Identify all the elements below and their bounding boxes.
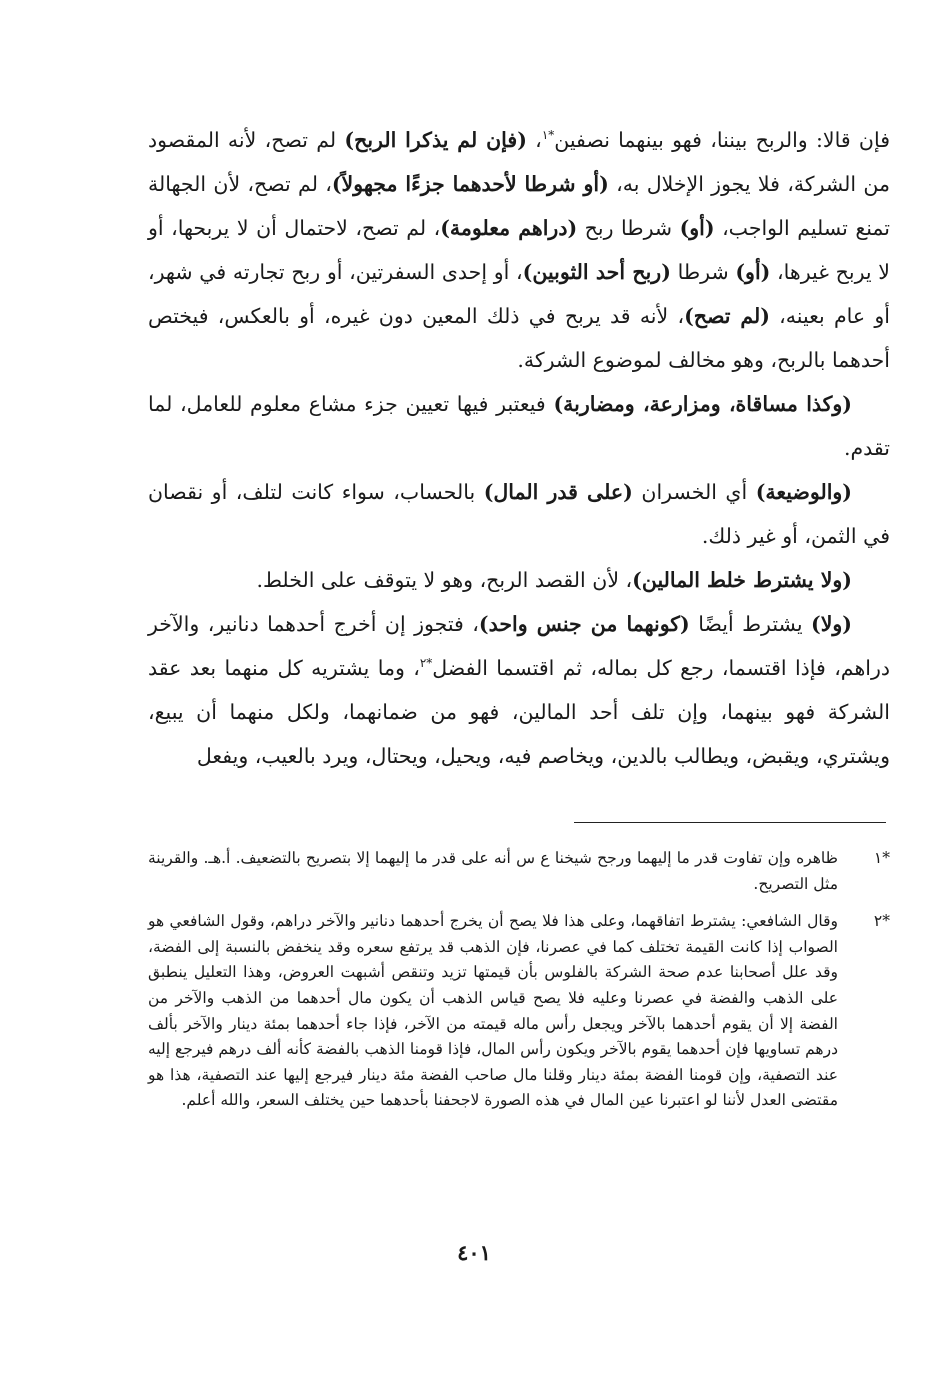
bold-matn: (أو) <box>735 260 771 284</box>
bold-matn: (فإن لم يذكرا الربح) <box>344 128 527 152</box>
footnote-separator <box>574 822 886 823</box>
bold-matn: (ولا يشترط خلط المالين) <box>632 568 852 592</box>
page-body <box>148 118 890 778</box>
footnote-1-text: ظاهره وإن تفاوت قدر ما إليهما ورجح شيخنا ع س أنه على قدر ما إليهما إلا بتصريح بالتضعيف. أ.هـ. والقرينة مثل التصريح. <box>148 849 838 893</box>
text-span: ، لم تصح، لأن الجهالة تمنع تسليم الواجب، <box>148 172 890 240</box>
bold-matn: (أو شرطا لأحدهما جزءًا مجهولاً) <box>331 172 609 196</box>
text-span: شرطا ربح <box>577 216 680 240</box>
text-span: ، لم تصح، لاحتمال أن لا يربحها، أو لا يربح غيرها، <box>148 216 890 284</box>
text-span: شرطا <box>670 260 736 284</box>
main-text <box>148 118 890 778</box>
bold-matn: (أو) <box>679 216 715 240</box>
text-span: لم تصح، لأنه المقصود من الشركة، فلا يجوز الإخلال به، <box>148 128 890 196</box>
paragraph-4 <box>148 558 890 602</box>
bold-matn: (كونهما من جنس واحد) <box>478 612 690 636</box>
footnote-marker-1: *١ <box>541 128 555 142</box>
page-number: ٤٠١ <box>457 1240 491 1265</box>
footnote-1 <box>148 846 890 897</box>
text-span: فيعتبر فيها تعيين جزء مشاع معلوم للعامل، لما تقدم. <box>148 392 890 460</box>
paragraph-1 <box>148 118 890 382</box>
text-span: ، أو إحدى السفرتين، أو ربح تجارته في شهر، أو عام بعينه، <box>148 260 890 328</box>
footnote-1-marker: *١ <box>873 849 890 867</box>
bold-matn: (دراهم معلومة) <box>440 216 578 240</box>
text-span: ، وما يشتريه كل منهما بعد عقد الشركة فهو بينهما، وإن تلف أحد المالين، فهو من ضمانهما، ولكل منهما أن يبيع، ويشتري، ويقبض، ويطالب بالدين، ويخاصم فيه، ويحيل، ويحتال، ويرد بالعيب، ويفعل <box>148 656 890 768</box>
footnote-2-text: وقال الشافعي: يشترط اتفاقهما، وعلى هذا فلا يصح أن يخرج أحدهما دنانير والآخر دراهم، وقول الشافعي هو الصواب إذا كانت القيمة تختلف كما في عصرنا، فإن الذهب قد يرتفع سعره وقد ينخفض بالنسبة إلى الفضة، وقد علل أصحابنا عدم صحة الشركة بالفلوس بأن قيمتها تزيد وتنقص أشبهت العروض، وهذا التعليل ينطبق على الذهب والفضة في عصرنا وعليه فلا يصح قياس الذهب أن يكون مال أحدهما من الذهب والآخر من الفضة إلا أن يقوم أحدهما بالآخر ويجعل رأس ماله قيمته من الآخر، فإذا جاء أحدهما بمئة دينار والآخر بألف درهم تساويها فإن أحدهما يقوم بالآخر ويكون رأس المال، فإذا قومنا الذهب بالفضة كأنه ألف درهم فيرجع إليه عند التصفية، وإن قومنا الفضة بمئة دينار وقلنا مال صاحب الفضة مئة دينار فيرجع إليها عند التصفية، هذا هو مقتضى العدل لأننا لو اعتبرنا عين المال في هذه الصورة لاجحفنا بأحدهما حين يختلف السعر، والله أعلم. <box>148 912 838 1110</box>
footnote-2 <box>148 909 890 1114</box>
text-span: ، فتجوز إن أخرج أحدهما دنانير، والآخر دراهم، فإذا اقتسما، رجع كل بماله، ثم اقتسما الفضل <box>148 612 890 680</box>
bold-matn: (على قدر المال) <box>483 480 633 504</box>
paragraph-5 <box>148 602 890 778</box>
paragraph-3 <box>148 470 890 558</box>
text-span: بالحساب، سواء كانت لتلف، أو نقصان في الثمن، أو غير ذلك. <box>148 480 890 548</box>
bold-matn: (وكذا مساقاة، ومزارعة، ومضاربة) <box>553 392 853 416</box>
bold-matn: (ولا) <box>811 612 852 636</box>
bold-matn: (ربح أحد الثوبين) <box>522 260 671 284</box>
bold-matn: (لم تصح) <box>684 304 770 328</box>
text-span: ، لأنه قد يربح في ذلك المعين دون غيره، أو بالعكس، فيختص أحدهما بالربح، وهو مخالف لموضوع الشركة. <box>148 304 890 372</box>
footnotes <box>148 846 890 1126</box>
bold-matn: (والوضيعة) <box>755 480 852 504</box>
text-span: يشترط أيضًا <box>689 612 811 636</box>
footnote-marker-2: *٢ <box>419 656 433 670</box>
footnote-2-marker: *٢ <box>873 912 890 931</box>
text-span: ، <box>526 128 542 152</box>
text-span: ، لأن القصد الربح، وهو لا يتوقف على الخلط. <box>256 568 633 592</box>
text-span: فإن قالا: والربح بيننا، فهو بينهما نصفين <box>554 128 890 152</box>
paragraph-2 <box>148 382 890 470</box>
text-span: أي الخسران <box>632 480 756 504</box>
